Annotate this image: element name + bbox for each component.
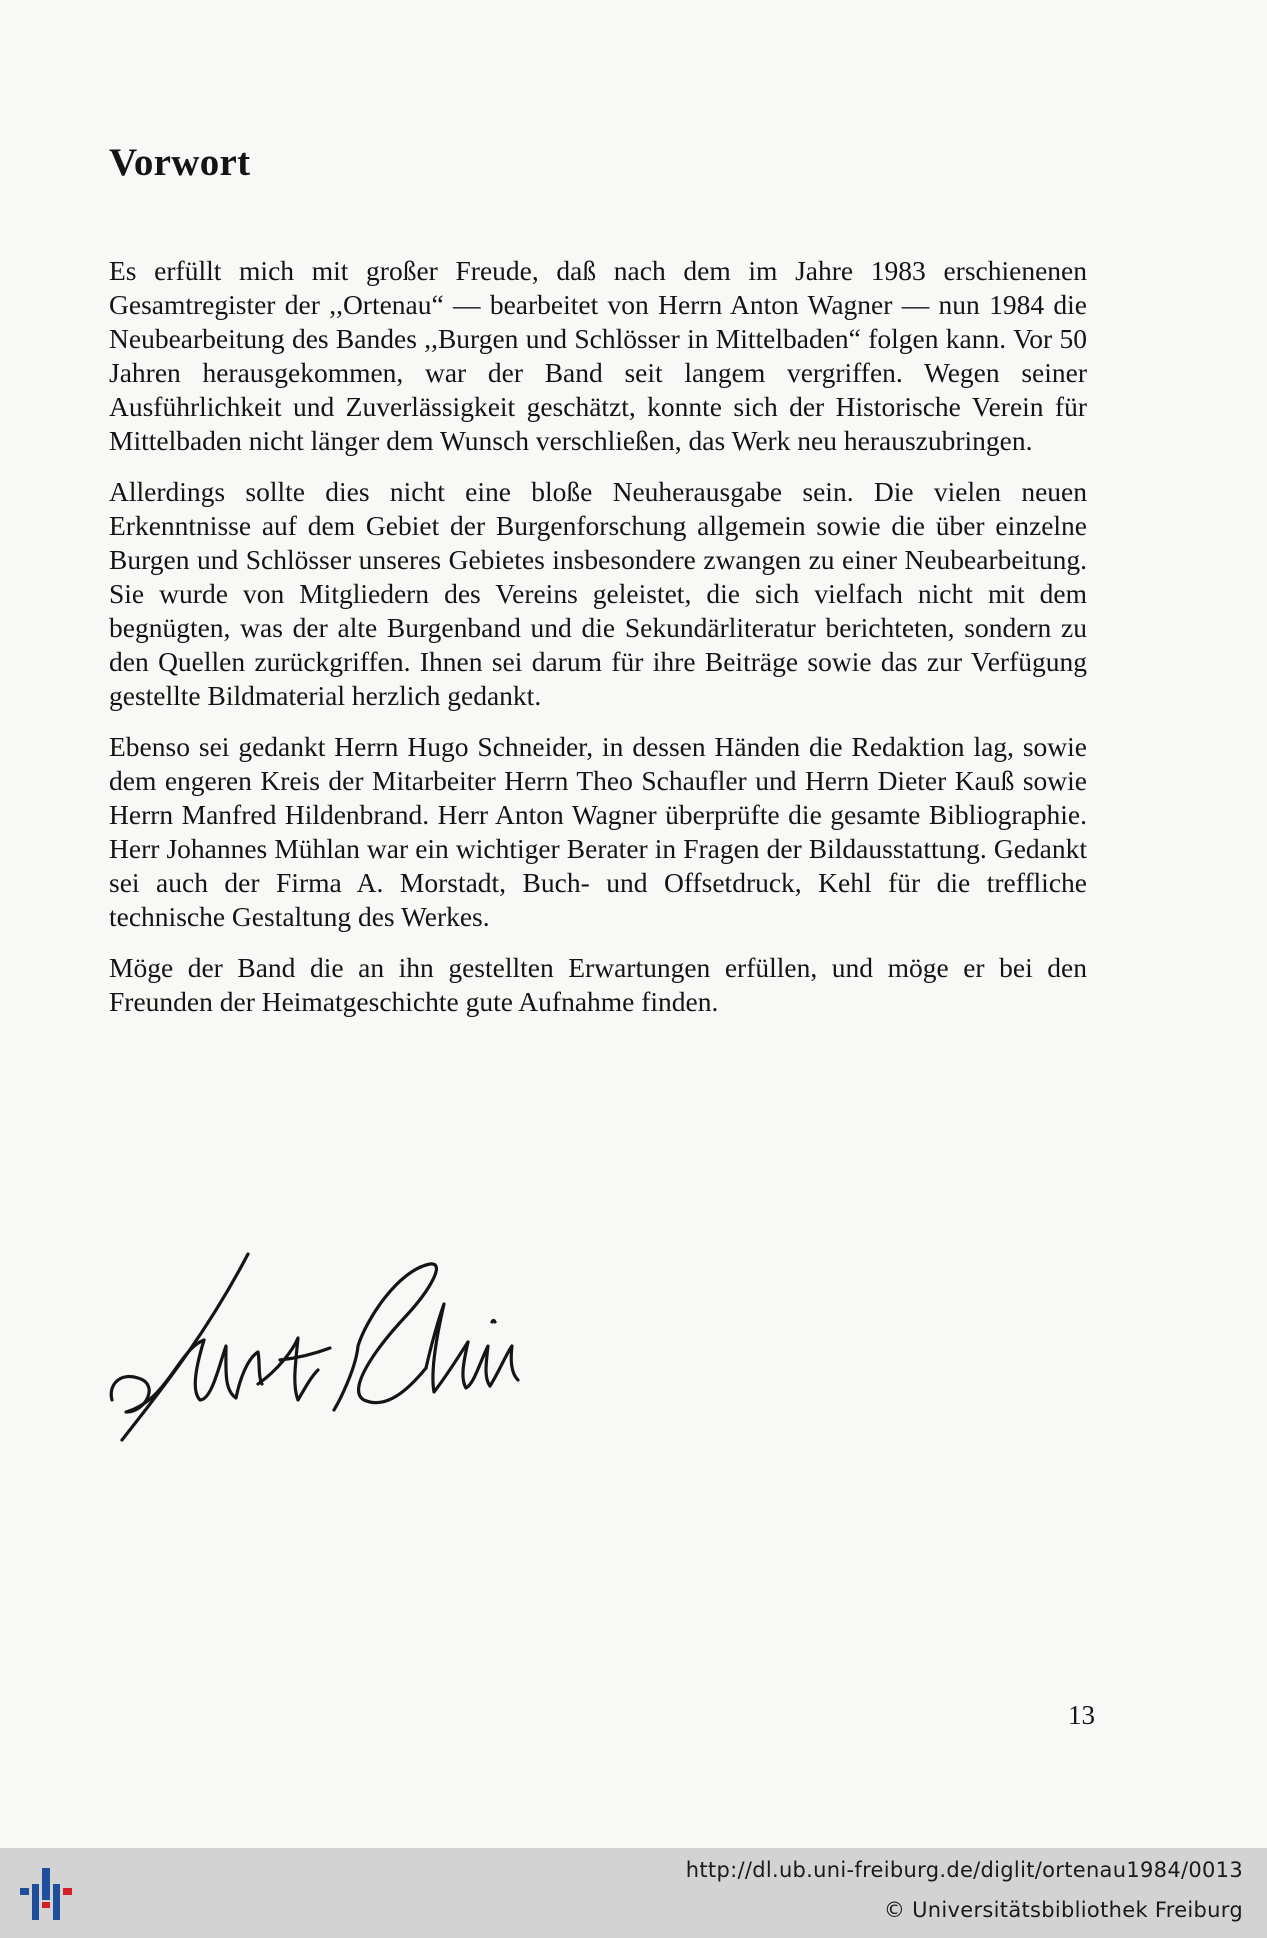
paragraph-4: Möge der Band die an ihn gestellten Erwartungen erfüllen, und möge er bei den Freunden der Heimatgeschichte gute Aufnahme finden. bbox=[109, 952, 1087, 1017]
page-title: Vorwort bbox=[109, 141, 251, 184]
handwritten-signature bbox=[108, 1250, 618, 1450]
paragraph-3: Ebenso sei gedankt Herrn Hugo Schneider, in dessen Händen die Redaktion lag, sowie dem engeren Kreis der Mitarbeiter Herrn Theo Schaufler und Herrn Dieter Kauß sowie Herrn Manfred Hildenbrand. Herr Anton Wagner überprüfte die gesamte Bibliographie. Herr Johannes Mühlan war ein wichtiger Berater in Fragen der Bildausstattung. Gedankt sei auch der Firma A. Morstadt, Buch- und Offsetdruck, Kehl für die treffliche technische Gestaltung des Werkes. bbox=[109, 731, 1087, 932]
body-text bbox=[109, 254, 1087, 1036]
page-number: 13 bbox=[1068, 1700, 1095, 1730]
paragraph-1: Es erfüllt mich mit großer Freude, daß nach dem im Jahre 1983 erschienenen Gesamtregister der ,,Ortenau“ — bearbeitet von Herrn Anton Wagner — nun 1984 die Neubearbeitung des Bandes ,,Burgen und Schlösser in Mittelbaden“ folgen kann. Vor 50 Jahren herausgekommen, war der Band seit langem vergriffen. Wegen seiner Ausführlichkeit und Zuverlässigkeit geschätzt, konnte sich der Historische Verein für Mittelbaden nicht länger dem Wunsch verschließen, das Werk neu herauszubringen. bbox=[109, 255, 1087, 456]
footer-bar bbox=[0, 1848, 1267, 1938]
permalink-url[interactable]: http://dl.ub.uni-freiburg.de/diglit/ortenau1984/0013 bbox=[685, 1858, 1243, 1882]
copyright-notice: © Universitätsbibliothek Freiburg bbox=[883, 1898, 1243, 1922]
ub-freiburg-logo-icon[interactable] bbox=[14, 1858, 84, 1930]
paragraph-2: Allerdings sollte dies nicht eine bloße Neuherausgabe sein. Die vielen neuen Erkenntnisse auf dem Gebiet der Burgenforschung allgemein sowie die über einzelne Burgen und Schlösser unseres Gebietes insbesondere zwangen zu einer Neubearbeitung. Sie wurde von Mitgliedern des Vereins geleistet, die sich vielfach nicht mit dem begnügten, was der alte Burgenband und die Sekundärliteratur berichteten, sondern zu den Quellen zurückgriffen. Ihnen sei darum für ihre Beiträge sowie das zur Verfügung gestellte Bildmaterial herzlich gedankt. bbox=[109, 476, 1087, 711]
